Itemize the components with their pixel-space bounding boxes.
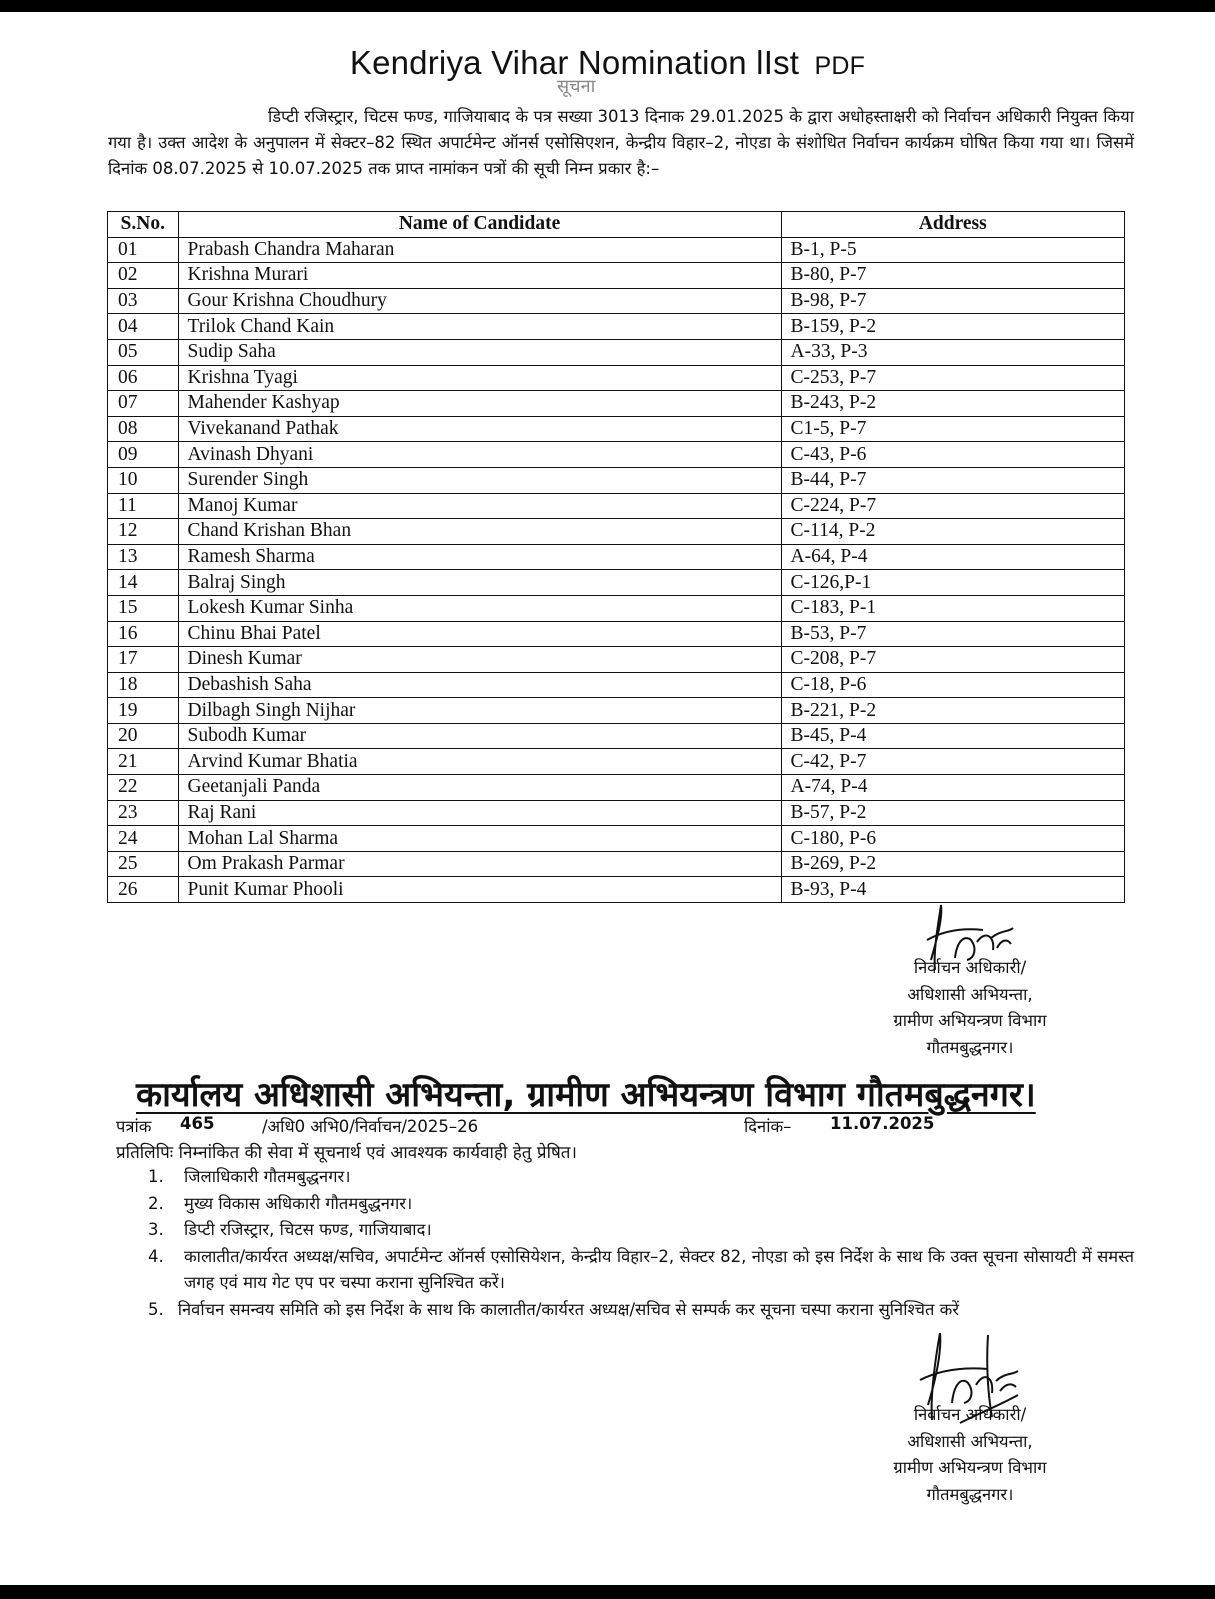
- cell-name: Dinesh Kumar: [178, 647, 781, 673]
- cell-sno: 04: [108, 314, 179, 340]
- top-border-bar: [0, 0, 1215, 12]
- patrank-label: पत्रांक: [116, 1117, 152, 1136]
- notice-subtitle: सूचना: [557, 76, 596, 97]
- page-title: [0, 44, 1215, 82]
- cell-sno: 01: [108, 237, 179, 263]
- patrank-number: 465: [180, 1114, 215, 1133]
- cell-name: Subodh Kumar: [178, 723, 781, 749]
- cell-address: B-1, P-5: [781, 237, 1124, 263]
- table-row: [108, 647, 1125, 673]
- copy-item: [148, 1244, 1134, 1297]
- cell-name: Sudip Saha: [178, 339, 781, 365]
- cell-sno: 20: [108, 723, 179, 749]
- table-row: [108, 467, 1125, 493]
- cell-name: Manoj Kumar: [178, 493, 781, 519]
- cell-address: C-224, P-7: [781, 493, 1124, 519]
- cell-address: B-98, P-7: [781, 288, 1124, 314]
- copy-list: [148, 1164, 1134, 1323]
- cell-address: B-80, P-7: [781, 263, 1124, 289]
- copy-item-num: 4.: [148, 1246, 164, 1266]
- table-row: [108, 826, 1125, 852]
- cell-sno: 19: [108, 698, 179, 724]
- table-row: [108, 698, 1125, 724]
- intro-paragraph: डिप्टी रजिस्ट्रार, चिटस फण्ड, गाजियाबाद के पत्र सख्या 3013 दिनाक 29.01.2025 के द्वारा अधोहस्ताक्षरी को निर्वाचन अधिकारी नियुक्त किया गया है। उक्त आदेश के अनुपालन में सेक्टर–82 स्थित अपार्टमेन्ट ऑनर्स एसोसिएशन, केन्द्रीय विहार–2, नोएडा के संशोधित निर्वाचन कार्यक्रम घोषित किया गया था। जिसमें दिनांक 08.07.2025 से 10.07.2025 तक प्राप्त नामांकन पत्रों की सूची निम्न प्रकार है:–: [108, 107, 1134, 178]
- sig2-line2: अधिशासी अभियन्ता,: [907, 1431, 1033, 1451]
- copy-item-text: जिलाधिकारी गौतमबुद्धनगर।: [184, 1167, 351, 1186]
- header-name: Name of Candidate: [178, 212, 781, 238]
- cell-name: Dilbagh Singh Nijhar: [178, 698, 781, 724]
- cell-name: Chinu Bhai Patel: [178, 621, 781, 647]
- cell-address: A-74, P-4: [781, 775, 1124, 801]
- cell-sno: 07: [108, 391, 179, 417]
- copy-item-text: डिप्टी रजिस्ट्रार, चिटस फण्ड, गाजियाबाद।: [184, 1220, 432, 1239]
- cell-name: Avinash Dhyani: [178, 442, 781, 468]
- table-row: [108, 570, 1125, 596]
- cell-name: Mohan Lal Sharma: [178, 826, 781, 852]
- table-row: [108, 621, 1125, 647]
- patrank-suffix: /अधि0 अभि0/निर्वाचन/2025–26: [262, 1117, 479, 1136]
- table-row: [108, 237, 1125, 263]
- cell-address: C1-5, P-7: [781, 416, 1124, 442]
- copy-item-num: 3.: [148, 1220, 164, 1239]
- cell-name: Raj Rani: [178, 800, 781, 826]
- cell-sno: 08: [108, 416, 179, 442]
- title-text: Kendriya Vihar Nomination lIst: [349, 44, 800, 81]
- table-row: [108, 365, 1125, 391]
- cell-name: Chand Krishan Bhan: [178, 519, 781, 545]
- cell-sno: 12: [108, 519, 179, 545]
- cell-name: Punit Kumar Phooli: [178, 877, 781, 903]
- copy-to-label: प्रतिलिपिः: [116, 1143, 174, 1163]
- cell-sno: 26: [108, 877, 179, 903]
- cell-name: Surender Singh: [178, 467, 781, 493]
- cell-sno: 22: [108, 775, 179, 801]
- cell-address: A-64, P-4: [781, 544, 1124, 570]
- table-row: [108, 314, 1125, 340]
- table-row: [108, 800, 1125, 826]
- cell-name: Ramesh Sharma: [178, 544, 781, 570]
- cell-name: Om Prakash Parmar: [178, 851, 781, 877]
- cell-address: C-183, P-1: [781, 595, 1124, 621]
- copy-to-text: निम्नांकित की सेवा में सूचनार्थ एवं आवश्यक कार्यवाही हेतु प्रेषित।: [178, 1143, 577, 1163]
- table-row: [108, 263, 1125, 289]
- table-row: [108, 877, 1125, 903]
- copy-item-num: 1.: [148, 1167, 164, 1186]
- sig1-line3: ग्रामीण अभियन्त्रण विभाग: [893, 1011, 1047, 1030]
- cell-address: A-33, P-3: [781, 339, 1124, 365]
- cell-address: B-243, P-2: [781, 391, 1124, 417]
- cell-address: C-180, P-6: [781, 826, 1124, 852]
- header-address: Address: [781, 212, 1124, 238]
- copy-item-text: मुख्य विकास अधिकारी गौतमबुद्धनगर।: [184, 1193, 413, 1213]
- cell-address: C-43, P-6: [781, 442, 1124, 468]
- cell-address: C-126,P-1: [781, 570, 1124, 596]
- table-row: [108, 416, 1125, 442]
- copy-item: [148, 1217, 1134, 1244]
- table-row: [108, 775, 1125, 801]
- cell-sno: 02: [108, 263, 179, 289]
- table-row: [108, 442, 1125, 468]
- table-row: [108, 288, 1125, 314]
- sig1-line1: निर्वाचन अधिकारी/: [913, 958, 1027, 977]
- nomination-table: [107, 211, 1125, 903]
- table-row: [108, 519, 1125, 545]
- cell-name: Prabash Chandra Maharan: [178, 237, 781, 263]
- cell-address: B-57, P-2: [781, 800, 1124, 826]
- cell-sno: 25: [108, 851, 179, 877]
- cell-sno: 23: [108, 800, 179, 826]
- cell-sno: 16: [108, 621, 179, 647]
- cell-sno: 15: [108, 595, 179, 621]
- copy-item-text: कालातीत/कार्यरत अध्यक्ष/सचिव, अपार्टमेन्ट ऑनर्स एसोसियेशन, केन्द्रीय विहार–2, सेक्टर 82, नोएडा को इस निर्देश के साथ कि उक्त सूचना सोसायटी में समस्त जगह एवं माय गेट एप पर चस्पा कराना सुनिश्चित करें।: [184, 1246, 1134, 1292]
- cell-sno: 06: [108, 365, 179, 391]
- copy-to-heading: [116, 1140, 577, 1163]
- table-row: [108, 493, 1125, 519]
- bottom-border-bar: [0, 1585, 1215, 1599]
- table-row: [108, 672, 1125, 698]
- cell-sno: 21: [108, 749, 179, 775]
- cell-address: C-114, P-2: [781, 519, 1124, 545]
- copy-item: [148, 1164, 1134, 1191]
- table-header-row: [108, 212, 1125, 238]
- cell-name: Debashish Saha: [178, 672, 781, 698]
- cell-sno: 24: [108, 826, 179, 852]
- table-row: [108, 391, 1125, 417]
- cell-sno: 11: [108, 493, 179, 519]
- cell-sno: 13: [108, 544, 179, 570]
- cell-name: Balraj Singh: [178, 570, 781, 596]
- copy-item-text: निर्वाचन समन्वय समिति को इस निर्देश के साथ कि कालातीत/कार्यरत अध्यक्ष/सचिव से सम्पर्क कर सूचना चस्पा कराना सुनिश्चित करें: [177, 1299, 960, 1319]
- copy-item-num: 2.: [148, 1193, 164, 1213]
- cell-name: Mahender Kashyap: [178, 391, 781, 417]
- copy-item: [148, 1191, 1134, 1218]
- cell-sno: 14: [108, 570, 179, 596]
- sig1-line2: अधिशासी अभियन्ता,: [907, 984, 1033, 1004]
- cell-address: B-159, P-2: [781, 314, 1124, 340]
- cell-name: Geetanjali Panda: [178, 775, 781, 801]
- cell-name: Vivekanand Pathak: [178, 416, 781, 442]
- cell-sno: 17: [108, 647, 179, 673]
- cell-sno: 18: [108, 672, 179, 698]
- cell-sno: 09: [108, 442, 179, 468]
- cell-sno: 10: [108, 467, 179, 493]
- cell-address: B-221, P-2: [781, 698, 1124, 724]
- header-sno: S.No.: [108, 212, 179, 238]
- cell-name: Trilok Chand Kain: [178, 314, 781, 340]
- signature-block-1: [860, 955, 1080, 1061]
- sig2-line1: निर्वाचन अधिकारी/: [913, 1405, 1027, 1424]
- cell-address: C-253, P-7: [781, 365, 1124, 391]
- copy-item: [148, 1297, 1134, 1324]
- cell-name: Krishna Murari: [178, 263, 781, 289]
- sig2-line3: ग्रामीण अभियन्त्रण विभाग: [893, 1458, 1047, 1477]
- table-row: [108, 544, 1125, 570]
- cell-address: B-45, P-4: [781, 723, 1124, 749]
- table-row: [108, 723, 1125, 749]
- sig2-line4: गौतमबुद्धनगर।: [926, 1484, 1014, 1504]
- cell-address: C-18, P-6: [781, 672, 1124, 698]
- table-row: [108, 595, 1125, 621]
- cell-address: B-93, P-4: [781, 877, 1124, 903]
- title-suffix: PDF: [814, 52, 866, 80]
- cell-name: Arvind Kumar Bhatia: [178, 749, 781, 775]
- cell-name: Gour Krishna Choudhury: [178, 288, 781, 314]
- cell-address: C-42, P-7: [781, 749, 1124, 775]
- copy-item-num: 5.: [148, 1299, 164, 1319]
- table-row: [108, 749, 1125, 775]
- cell-address: B-269, P-2: [781, 851, 1124, 877]
- cell-address: B-53, P-7: [781, 621, 1124, 647]
- cell-address: C-208, P-7: [781, 647, 1124, 673]
- date-label: दिनांक–: [744, 1117, 792, 1136]
- table-row: [108, 851, 1125, 877]
- cell-name: Lokesh Kumar Sinha: [178, 595, 781, 621]
- table-row: [108, 339, 1125, 365]
- signature-block-2: [860, 1402, 1080, 1508]
- office-heading: कार्यालय अधिशासी अभियन्ता, ग्रामीण अभियन्त्रण विभाग गौतमबुद्धनगर।: [136, 1075, 1036, 1115]
- cell-sno: 03: [108, 288, 179, 314]
- date-value: 11.07.2025: [830, 1114, 935, 1133]
- cell-sno: 05: [108, 339, 179, 365]
- cell-address: B-44, P-7: [781, 467, 1124, 493]
- sig1-line4: गौतमबुद्धनगर।: [926, 1037, 1014, 1057]
- cell-name: Krishna Tyagi: [178, 365, 781, 391]
